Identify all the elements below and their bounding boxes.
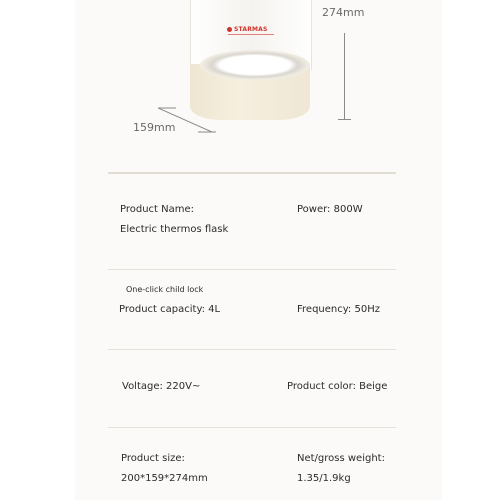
brand-logo [227,26,277,33]
height-dimension-line [344,33,345,119]
child-lock-note: One-click child lock [126,285,204,294]
brand-mark-icon [227,27,232,32]
width-dimension-label: 159mm [133,121,176,134]
brand-name: STARMAS [234,26,268,33]
weight-value: 1.35/1.9kg [297,473,351,484]
frequency-spec: Frequency: 50Hz [297,304,380,315]
row-divider [108,269,396,270]
product-name-value: Electric thermos flask [120,224,229,235]
size-value: 200*159*274mm [121,473,208,484]
row-divider [108,427,396,428]
section-divider [108,172,396,174]
weight-label: Net/gross weight: [297,453,385,464]
flask-ring [200,50,310,80]
width-dimension-line [158,106,218,136]
size-label: Product size: [121,453,185,464]
height-dimension-tick [338,119,351,120]
product-name-label: Product Name: [120,204,195,215]
power-spec: Power: 800W [297,204,363,215]
product-image [0,0,500,150]
voltage-spec: Voltage: 220V~ [122,381,201,392]
height-dimension-label: 274mm [322,6,365,19]
brand-underline [228,34,274,35]
capacity-spec: Product capacity: 4L [119,304,221,315]
row-divider [108,349,396,350]
color-spec: Product color: Beige [287,381,388,392]
